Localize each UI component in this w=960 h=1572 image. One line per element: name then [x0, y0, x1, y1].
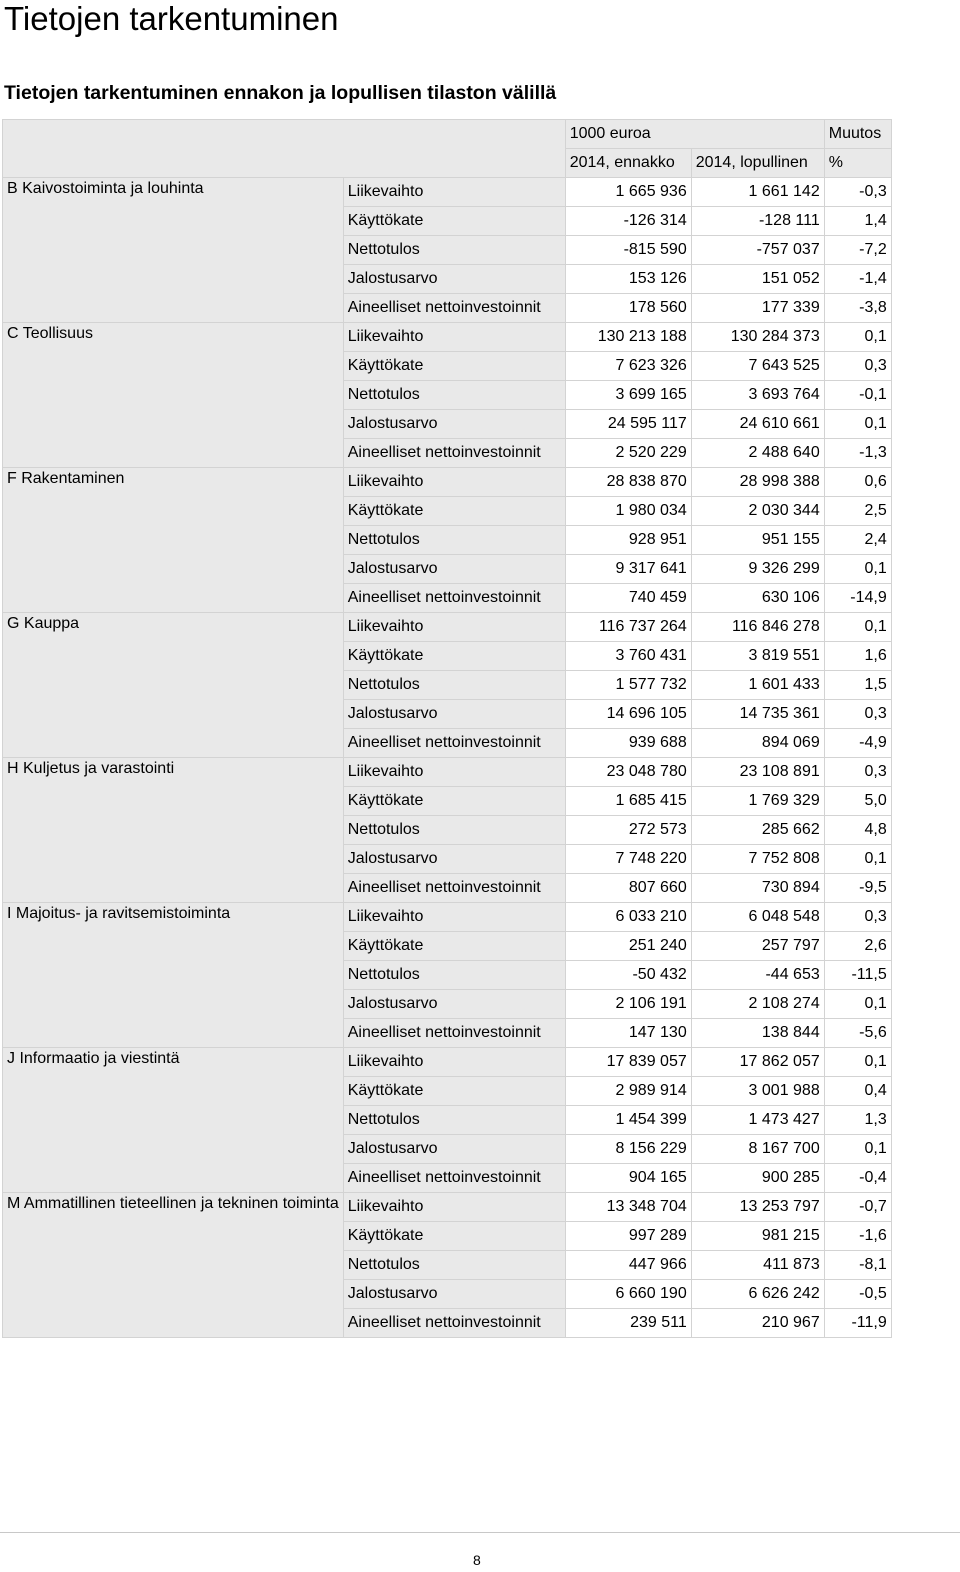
- metric-label: Liikevaihto: [343, 323, 565, 352]
- final-value: 2 108 274: [691, 990, 824, 1019]
- prelim-value: 14 696 105: [565, 700, 691, 729]
- prelim-value: 17 839 057: [565, 1048, 691, 1077]
- metric-label: Liikevaihto: [343, 903, 565, 932]
- prelim-value: 147 130: [565, 1019, 691, 1048]
- prelim-value: 939 688: [565, 729, 691, 758]
- table-row: [3, 468, 892, 497]
- metric-label: Aineelliset nettoinvestoinnit: [343, 584, 565, 613]
- prelim-value: -50 432: [565, 961, 691, 990]
- final-value: -757 037: [691, 236, 824, 265]
- metric-label: Aineelliset nettoinvestoinnit: [343, 294, 565, 323]
- final-value: 7 643 525: [691, 352, 824, 381]
- change-pct: -0,3: [824, 178, 891, 207]
- metric-label: Käyttökate: [343, 207, 565, 236]
- metric-label: Liikevaihto: [343, 1048, 565, 1077]
- metric-label: Aineelliset nettoinvestoinnit: [343, 1019, 565, 1048]
- metric-label: Nettotulos: [343, 1251, 565, 1280]
- change-pct: -1,4: [824, 265, 891, 294]
- prelim-value: 7 748 220: [565, 845, 691, 874]
- metric-label: Nettotulos: [343, 816, 565, 845]
- metric-label: Nettotulos: [343, 961, 565, 990]
- change-pct: -11,9: [824, 1309, 891, 1338]
- prelim-value: 1 685 415: [565, 787, 691, 816]
- table-row: [3, 1193, 892, 1222]
- metric-label: Käyttökate: [343, 787, 565, 816]
- change-pct: -0,1: [824, 381, 891, 410]
- final-value: -128 111: [691, 207, 824, 236]
- change-pct: -14,9: [824, 584, 891, 613]
- prelim-value: 9 317 641: [565, 555, 691, 584]
- prelim-value: 28 838 870: [565, 468, 691, 497]
- prelim-value: 447 966: [565, 1251, 691, 1280]
- header-unit: 1000 euroa: [565, 120, 824, 149]
- final-value: 1 769 329: [691, 787, 824, 816]
- final-value: 2 030 344: [691, 497, 824, 526]
- change-pct: 0,1: [824, 323, 891, 352]
- metric-label: Käyttökate: [343, 497, 565, 526]
- prelim-value: 6 660 190: [565, 1280, 691, 1309]
- change-pct: -8,1: [824, 1251, 891, 1280]
- prelim-value: 251 240: [565, 932, 691, 961]
- industry-label: F Rakentaminen: [3, 468, 344, 613]
- change-pct: -7,2: [824, 236, 891, 265]
- final-value: 8 167 700: [691, 1135, 824, 1164]
- metric-label: Nettotulos: [343, 671, 565, 700]
- prelim-value: 7 623 326: [565, 352, 691, 381]
- page-title: Tietojen tarkentuminen: [4, 0, 339, 37]
- metric-label: Aineelliset nettoinvestoinnit: [343, 1309, 565, 1338]
- final-value: 130 284 373: [691, 323, 824, 352]
- change-pct: 0,3: [824, 903, 891, 932]
- prelim-value: 116 737 264: [565, 613, 691, 642]
- final-value: 1 601 433: [691, 671, 824, 700]
- metric-label: Nettotulos: [343, 1106, 565, 1135]
- metric-label: Aineelliset nettoinvestoinnit: [343, 1164, 565, 1193]
- prelim-value: 807 660: [565, 874, 691, 903]
- metric-label: Nettotulos: [343, 236, 565, 265]
- metric-label: Nettotulos: [343, 381, 565, 410]
- final-value: 151 052: [691, 265, 824, 294]
- change-pct: 1,3: [824, 1106, 891, 1135]
- change-pct: 2,4: [824, 526, 891, 555]
- metric-label: Liikevaihto: [343, 1193, 565, 1222]
- prelim-value: 13 348 704: [565, 1193, 691, 1222]
- final-value: 285 662: [691, 816, 824, 845]
- header-prelim: 2014, ennakko: [565, 149, 691, 178]
- change-pct: -1,6: [824, 1222, 891, 1251]
- industry-label: I Majoitus- ja ravitsemistoiminta: [3, 903, 344, 1048]
- prelim-value: 24 595 117: [565, 410, 691, 439]
- header-blank: [3, 120, 566, 178]
- final-value: 894 069: [691, 729, 824, 758]
- prelim-value: 1 665 936: [565, 178, 691, 207]
- change-pct: -11,5: [824, 961, 891, 990]
- change-pct: 0,1: [824, 845, 891, 874]
- change-pct: 2,5: [824, 497, 891, 526]
- final-value: 951 155: [691, 526, 824, 555]
- change-pct: 0,3: [824, 352, 891, 381]
- final-value: 900 285: [691, 1164, 824, 1193]
- final-value: 6 626 242: [691, 1280, 824, 1309]
- prelim-value: -126 314: [565, 207, 691, 236]
- prelim-value: 740 459: [565, 584, 691, 613]
- footer-divider: [0, 1532, 960, 1533]
- metric-label: Liikevaihto: [343, 178, 565, 207]
- final-value: 210 967: [691, 1309, 824, 1338]
- prelim-value: 1 454 399: [565, 1106, 691, 1135]
- metric-label: Käyttökate: [343, 642, 565, 671]
- table-subtitle: Tietojen tarkentuminen ennakon ja lopullisen tilaston välillä: [4, 82, 557, 104]
- industry-label: G Kauppa: [3, 613, 344, 758]
- metric-label: Jalostusarvo: [343, 265, 565, 294]
- table-row: [3, 903, 892, 932]
- change-pct: 0,1: [824, 1135, 891, 1164]
- change-pct: -4,9: [824, 729, 891, 758]
- final-value: 28 998 388: [691, 468, 824, 497]
- metric-label: Käyttökate: [343, 1222, 565, 1251]
- page-number: 8: [473, 1552, 481, 1568]
- header-final: 2014, lopullinen: [691, 149, 824, 178]
- change-pct: -0,7: [824, 1193, 891, 1222]
- table-row: [3, 613, 892, 642]
- final-value: 7 752 808: [691, 845, 824, 874]
- prelim-value: -815 590: [565, 236, 691, 265]
- final-value: 6 048 548: [691, 903, 824, 932]
- final-value: 257 797: [691, 932, 824, 961]
- change-pct: 1,5: [824, 671, 891, 700]
- final-value: 1 473 427: [691, 1106, 824, 1135]
- table-row: [3, 758, 892, 787]
- metric-label: Aineelliset nettoinvestoinnit: [343, 729, 565, 758]
- change-pct: 0,1: [824, 613, 891, 642]
- prelim-value: 130 213 188: [565, 323, 691, 352]
- change-pct: 1,4: [824, 207, 891, 236]
- final-value: 3 001 988: [691, 1077, 824, 1106]
- metric-label: Jalostusarvo: [343, 410, 565, 439]
- header-row-1: [3, 120, 892, 149]
- metric-label: Liikevaihto: [343, 468, 565, 497]
- final-value: 981 215: [691, 1222, 824, 1251]
- change-pct: 0,3: [824, 758, 891, 787]
- metric-label: Aineelliset nettoinvestoinnit: [343, 874, 565, 903]
- change-pct: -9,5: [824, 874, 891, 903]
- industry-label: C Teollisuus: [3, 323, 344, 468]
- change-pct: 0,1: [824, 410, 891, 439]
- metric-label: Jalostusarvo: [343, 1280, 565, 1309]
- metric-label: Jalostusarvo: [343, 990, 565, 1019]
- industry-label: J Informaatio ja viestintä: [3, 1048, 344, 1193]
- prelim-value: 272 573: [565, 816, 691, 845]
- metric-label: Liikevaihto: [343, 613, 565, 642]
- prelim-value: 178 560: [565, 294, 691, 323]
- metric-label: Jalostusarvo: [343, 845, 565, 874]
- final-value: 3 693 764: [691, 381, 824, 410]
- prelim-value: 997 289: [565, 1222, 691, 1251]
- change-pct: 0,4: [824, 1077, 891, 1106]
- change-pct: 0,1: [824, 990, 891, 1019]
- change-pct: -1,3: [824, 439, 891, 468]
- change-pct: 1,6: [824, 642, 891, 671]
- metric-label: Käyttökate: [343, 932, 565, 961]
- final-value: 1 661 142: [691, 178, 824, 207]
- table-row: [3, 178, 892, 207]
- change-pct: -5,6: [824, 1019, 891, 1048]
- change-pct: 2,6: [824, 932, 891, 961]
- prelim-value: 2 989 914: [565, 1077, 691, 1106]
- prelim-value: 239 511: [565, 1309, 691, 1338]
- prelim-value: 153 126: [565, 265, 691, 294]
- prelim-value: 928 951: [565, 526, 691, 555]
- final-value: 630 106: [691, 584, 824, 613]
- final-value: -44 653: [691, 961, 824, 990]
- change-pct: -0,4: [824, 1164, 891, 1193]
- change-pct: 4,8: [824, 816, 891, 845]
- metric-label: Aineelliset nettoinvestoinnit: [343, 439, 565, 468]
- prelim-value: 8 156 229: [565, 1135, 691, 1164]
- final-value: 138 844: [691, 1019, 824, 1048]
- final-value: 9 326 299: [691, 555, 824, 584]
- metric-label: Jalostusarvo: [343, 1135, 565, 1164]
- prelim-value: 6 033 210: [565, 903, 691, 932]
- final-value: 23 108 891: [691, 758, 824, 787]
- prelim-value: 2 520 229: [565, 439, 691, 468]
- prelim-value: 1 577 732: [565, 671, 691, 700]
- header-pct: %: [824, 149, 891, 178]
- final-value: 13 253 797: [691, 1193, 824, 1222]
- prelim-value: 1 980 034: [565, 497, 691, 526]
- industry-label: H Kuljetus ja varastointi: [3, 758, 344, 903]
- metric-label: Nettotulos: [343, 526, 565, 555]
- final-value: 116 846 278: [691, 613, 824, 642]
- change-pct: -3,8: [824, 294, 891, 323]
- prelim-value: 3 699 165: [565, 381, 691, 410]
- final-value: 3 819 551: [691, 642, 824, 671]
- metric-label: Käyttökate: [343, 1077, 565, 1106]
- change-pct: 0,1: [824, 1048, 891, 1077]
- change-pct: 0,3: [824, 700, 891, 729]
- prelim-value: 23 048 780: [565, 758, 691, 787]
- final-value: 177 339: [691, 294, 824, 323]
- header-change: Muutos: [824, 120, 891, 149]
- prelim-value: 2 106 191: [565, 990, 691, 1019]
- metric-label: Jalostusarvo: [343, 555, 565, 584]
- final-value: 14 735 361: [691, 700, 824, 729]
- industry-label: M Ammatillinen tieteellinen ja tekninen toiminta: [3, 1193, 344, 1338]
- metric-label: Käyttökate: [343, 352, 565, 381]
- industry-label: B Kaivostoiminta ja louhinta: [3, 178, 344, 323]
- final-value: 730 894: [691, 874, 824, 903]
- final-value: 411 873: [691, 1251, 824, 1280]
- change-pct: -0,5: [824, 1280, 891, 1309]
- table-row: [3, 323, 892, 352]
- metric-label: Jalostusarvo: [343, 700, 565, 729]
- prelim-value: 3 760 431: [565, 642, 691, 671]
- data-table: [2, 119, 892, 1338]
- change-pct: 5,0: [824, 787, 891, 816]
- final-value: 2 488 640: [691, 439, 824, 468]
- final-value: 17 862 057: [691, 1048, 824, 1077]
- prelim-value: 904 165: [565, 1164, 691, 1193]
- table-row: [3, 1048, 892, 1077]
- final-value: 24 610 661: [691, 410, 824, 439]
- change-pct: 0,6: [824, 468, 891, 497]
- metric-label: Liikevaihto: [343, 758, 565, 787]
- change-pct: 0,1: [824, 555, 891, 584]
